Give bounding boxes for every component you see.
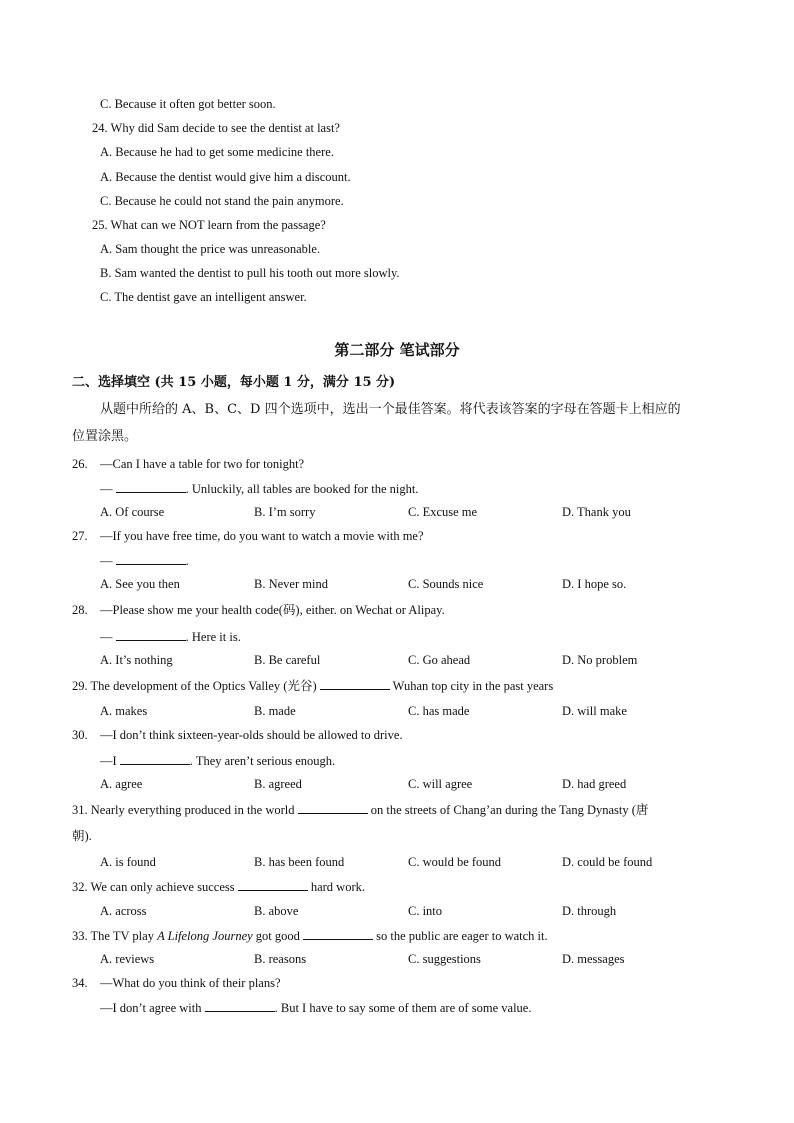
q30-line-1: —I don’t think sixteen-year-olds should be allowed to drive. — [100, 728, 403, 742]
q31-stem-post: on the streets of Chang’an during the Tang Dynasty (唐 — [367, 803, 649, 817]
q30-line-2 — [100, 752, 335, 769]
q32-option-c: C. into — [408, 904, 443, 918]
q29-stem-post: Wuhan top city in the past years — [389, 679, 554, 693]
q33-option-b: B. reasons — [254, 952, 307, 966]
q29-option-b: B. made — [254, 704, 296, 718]
q30-line-2-pre: —I — [100, 754, 120, 768]
q31-stem-line-2: 朝). — [72, 829, 92, 843]
q34-line-1: —What do you think of their plans? — [100, 976, 281, 990]
q28-line-2 — [100, 628, 241, 645]
q25-option-a: A. Sam thought the price was unreasonable. — [100, 242, 321, 256]
q27-answer-blank[interactable] — [116, 552, 186, 565]
q34-line-2 — [100, 999, 531, 1016]
q27-option-c: C. Sounds nice — [408, 577, 484, 591]
q32-stem — [72, 878, 365, 895]
q25-option-c: C. The dentist gave an intelligent answer. — [100, 290, 307, 304]
q32-option-a: A. across — [100, 904, 147, 918]
q27-line-2 — [100, 552, 189, 569]
q34-number: 34. — [72, 976, 88, 990]
q28-line-1: —Please show me your health code(码), either. on Wechat or Alipay. — [100, 603, 445, 617]
q31-option-b: B. has been found — [254, 855, 345, 869]
q33-stem-post: so the public are eager to watch it. — [373, 929, 548, 943]
q26-line-2-post: . Unluckily, all tables are booked for the night. — [185, 482, 419, 496]
q27-option-b: B. Never mind — [254, 577, 328, 591]
q23-option-c: C. Because it often got better soon. — [100, 97, 276, 111]
part2-title: 第二部分 笔试部分 — [334, 341, 460, 359]
q33-option-c: C. suggestions — [408, 952, 481, 966]
q26-line-2 — [100, 480, 418, 497]
q31-stem — [72, 801, 648, 818]
q26-option-b: B. I’m sorry — [254, 505, 316, 519]
q30-option-c: C. will agree — [408, 777, 473, 791]
q30-option-b: B. agreed — [254, 777, 302, 791]
q28-option-d: D. No problem — [562, 653, 638, 667]
q29-stem — [72, 677, 553, 694]
q24-option-b: A. Because the dentist would give him a discount. — [100, 170, 351, 184]
q27-line-2-post: . — [185, 554, 189, 568]
q28-number: 28. — [72, 603, 88, 617]
instruction-line-1: 从题中所给的 A、B、C、D 四个选项中，选出一个最佳答案。将代表该答案的字母在答题卡上相应的 — [100, 402, 681, 417]
q32-answer-blank[interactable] — [238, 878, 308, 891]
q26-option-d: D. Thank you — [562, 505, 631, 519]
q32-option-d: D. through — [562, 904, 617, 918]
q33-stem — [72, 927, 548, 944]
q27-line-1: —If you have free time, do you want to watch a movie with me? — [100, 529, 424, 543]
q33-stem-pre: 33. The TV play — [72, 929, 158, 943]
q32-option-b: B. above — [254, 904, 299, 918]
q31-answer-blank[interactable] — [298, 801, 368, 814]
q33-option-a: A. reviews — [100, 952, 155, 966]
q26-line-2-pre: — — [100, 482, 116, 496]
q34-line-2-pre: —I don’t agree with — [100, 1001, 205, 1015]
q29-option-d: D. will make — [562, 704, 627, 718]
q32-stem-pre: 32. We can only achieve success — [72, 880, 238, 894]
q26-option-c: C. Excuse me — [408, 505, 478, 519]
q28-option-a: A. It’s nothing — [100, 653, 173, 667]
q24-option-a: A. Because he had to get some medicine there. — [100, 145, 334, 159]
q24-stem: 24. Why did Sam decide to see the dentist at last? — [92, 121, 340, 135]
q30-answer-blank[interactable] — [120, 752, 190, 765]
q29-option-c: C. has made — [408, 704, 470, 718]
q26-option-a: A. Of course — [100, 505, 165, 519]
q26-number: 26. — [72, 457, 88, 471]
q27-line-2-pre: — — [100, 554, 116, 568]
q28-answer-blank[interactable] — [116, 628, 186, 641]
q25-stem: 25. What can we NOT learn from the passage? — [92, 218, 326, 232]
q30-number: 30. — [72, 728, 88, 742]
q28-option-c: C. Go ahead — [408, 653, 471, 667]
q29-answer-blank[interactable] — [320, 677, 390, 690]
q32-stem-post: hard work. — [307, 880, 365, 894]
q33-option-d: D. messages — [562, 952, 625, 966]
q28-line-2-post: . Here it is. — [185, 630, 241, 644]
q25-option-b: B. Sam wanted the dentist to pull his tooth out more slowly. — [100, 266, 400, 280]
q33-answer-blank[interactable] — [303, 927, 373, 940]
q27-option-d: D. I hope so. — [562, 577, 627, 591]
q31-option-c: C. would be found — [408, 855, 502, 869]
q27-option-a: A. See you then — [100, 577, 180, 591]
q33-show-title: A Lifelong Journey — [157, 929, 253, 943]
q31-option-a: A. is found — [100, 855, 156, 869]
q33-stem-mid: got good — [252, 929, 304, 943]
q26-line-1: —Can I have a table for two for tonight? — [100, 457, 305, 471]
q30-option-d: D. had greed — [562, 777, 627, 791]
q29-option-a: A. makes — [100, 704, 148, 718]
q26-answer-blank[interactable] — [116, 480, 186, 493]
q34-answer-blank[interactable] — [205, 999, 275, 1012]
section-heading: 二、选择填空 (共 15 小题，每小题 1 分，满分 15 分) — [72, 375, 396, 390]
q30-line-2-post: . They aren’t serious enough. — [189, 754, 336, 768]
q34-line-2-post: . But I have to say some of them are of some value. — [274, 1001, 532, 1015]
q24-option-c: C. Because he could not stand the pain anymore. — [100, 194, 344, 208]
q27-number: 27. — [72, 529, 88, 543]
instruction-line-2: 位置涂黑。 — [72, 429, 138, 444]
q28-line-2-pre: — — [100, 630, 116, 644]
q31-stem-pre: 31. Nearly everything produced in the world — [72, 803, 298, 817]
q28-option-b: B. Be careful — [254, 653, 321, 667]
q30-option-a: A. agree — [100, 777, 143, 791]
q29-stem-pre: 29. The development of the Optics Valley (光谷) — [72, 679, 320, 693]
q31-option-d: D. could be found — [562, 855, 653, 869]
